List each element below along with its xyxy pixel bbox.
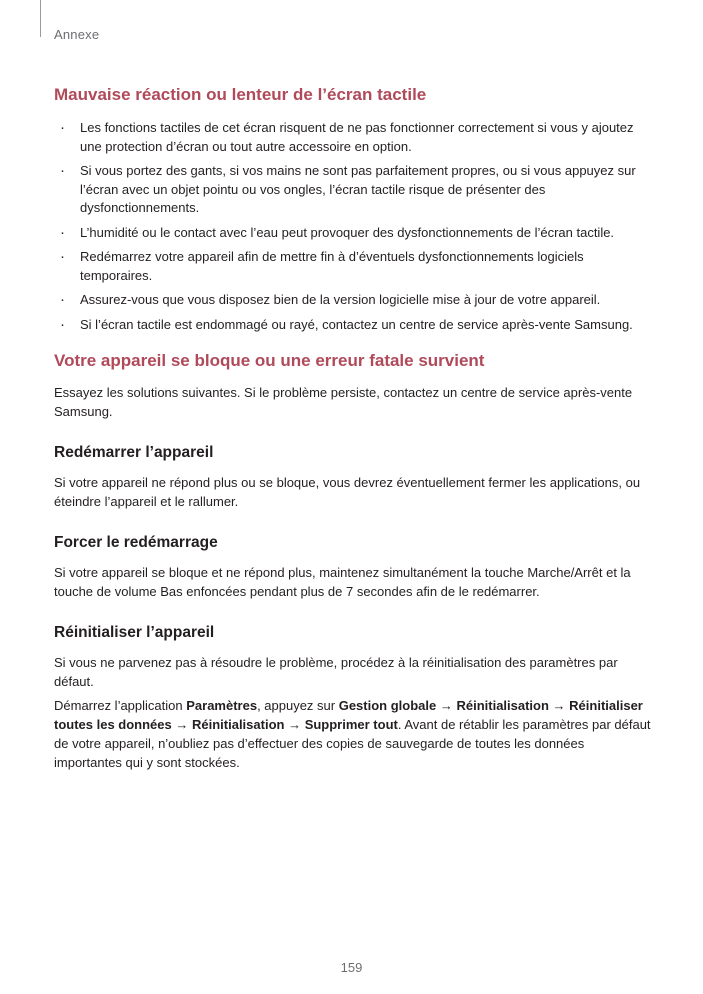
arrow-separator: → [171,717,192,732]
arrow-separator: → [436,698,457,713]
section-title-touch: Mauvaise réaction ou lenteur de l’écran tactile [54,85,427,104]
menu-path-step: Réinitialisation [191,717,285,732]
subtitle-restart: Redémarrer l’appareil [54,444,214,461]
list-item: · Si l’écran tactile est endommagé ou rayé, contactez un centre de service après-vente Samsung. [54,316,654,335]
force-restart-text: Si votre appareil se bloque et ne répond plus, maintenez simultanément la touche Marche/Arrêt et la touche de volume Bas enfoncées pendant plus de 7 secondes afin de le redémarrer. [54,565,631,599]
reset-text-start: Démarrez l’application [54,698,187,713]
page-number: 159 [340,960,363,975]
subtitle-force-restart: Forcer le redémarrage [54,534,218,551]
menu-path-step: Réinitialiser toutes les données [54,698,643,732]
menu-path-step: Supprimer tout [304,717,398,732]
restart-text: Si votre appareil ne répond plus ou se bloque, vous devrez éventuellement fermer les applications, ou éteindre l’appareil et le rallumer. [54,475,641,509]
list-item: · Assurez-vous que vous disposez bien de la version logicielle mise à jour de votre appareil. [54,291,654,310]
menu-path-step: Réinitialisation [456,698,549,713]
arrow-separator: → [548,698,570,713]
app-name-settings: Paramètres [186,698,258,713]
touch-bullet-list [54,119,654,334]
list-item: · Les fonctions tactiles de cet écran risquent de ne pas fonctionner correctement si vous y ajoutez une protection d’écran ou tout autre accessoire en option. [54,119,654,156]
list-item: · Si vous portez des gants, si vos mains ne sont pas parfaitement propres, ou si vous appuyez sur l’écran avec un objet pointu ou vos ongles, l’écran tactile risque de présenter des dysfonctionnements. [54,162,654,218]
list-item: · L’humidité ou le contact avec l’eau peut provoquer des dysfonctionnements de l’écran tactile. [54,224,654,243]
reset-text: Si vous ne parvenez pas à résoudre le problème, procédez à la réinitialisation des paramètres par défaut. [54,655,618,689]
section-title-freeze: Votre appareil se bloque ou une erreur fatale survient [54,351,485,370]
list-item: · Redémarrez votre appareil afin de mettre fin à d’éventuels dysfonctionnements logiciels temporaires. [54,248,654,285]
header-rule [40,0,41,37]
reset-instructions [54,696,654,772]
freeze-intro: Essayez les solutions suivantes. Si le problème persiste, contactez un centre de service après-vente Samsung. [54,385,633,419]
reset-text-end: . Avant de rétablir les paramètres par défaut de votre appareil, n’oubliez pas d’effectuer des copies de sauvegarde de toutes les données importantes qui y sont stockées. [54,717,651,770]
arrow-separator: → [284,717,305,732]
page-content [54,84,654,777]
running-header: Annexe [54,27,100,42]
reset-text-mid: , appuyez sur [257,698,339,713]
menu-path-step: Gestion globale [338,698,437,713]
subtitle-reset: Réinitialiser l’appareil [54,624,215,641]
